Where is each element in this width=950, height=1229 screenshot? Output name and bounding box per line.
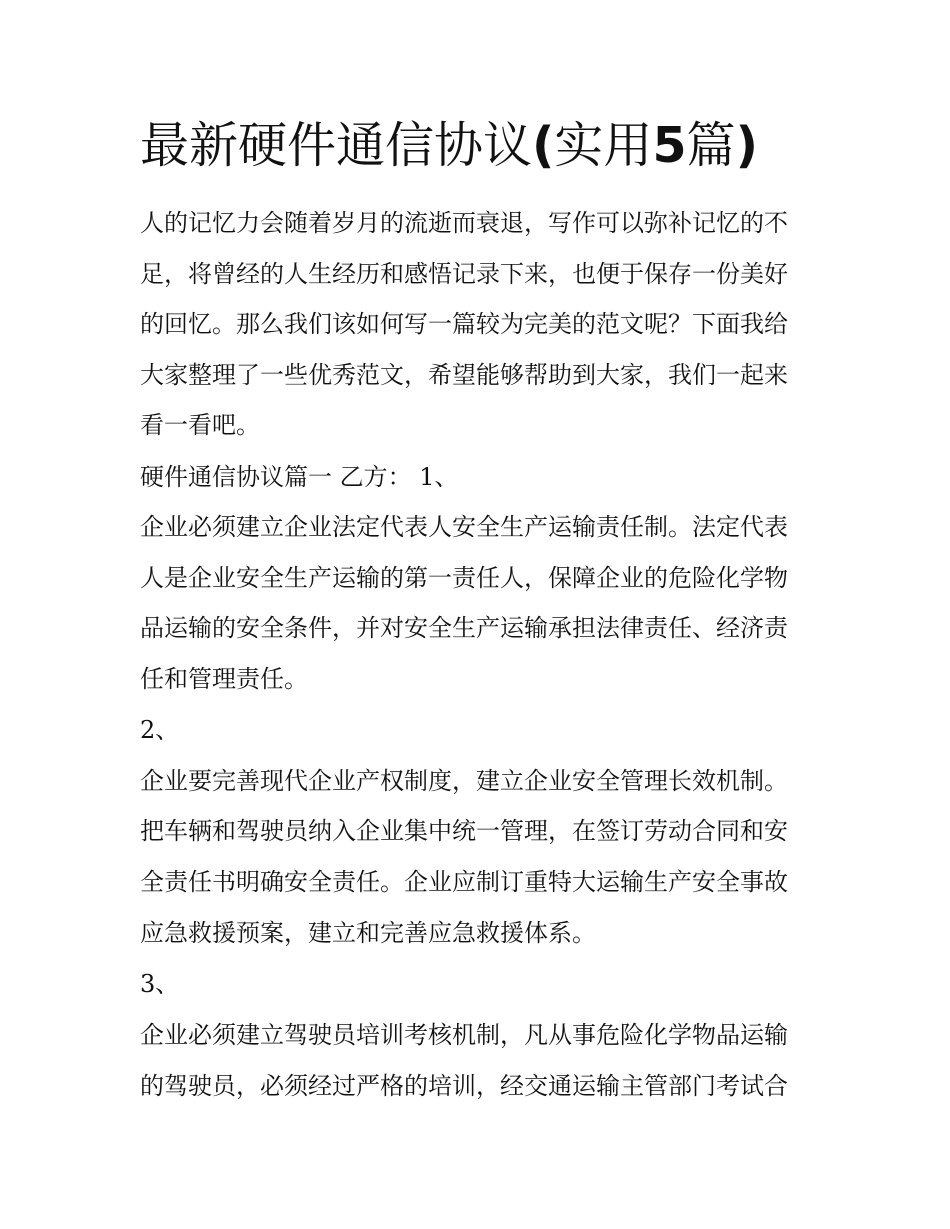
list-number: 3、 [140, 970, 180, 998]
body-line: 应急救援预案，建立和完善应急救援体系。 [140, 919, 596, 947]
body-line: 企业必须建立驾驶员培训考核机制，凡从事危险化学物品运输 [140, 1021, 788, 1049]
list-number: 2、 [140, 716, 180, 744]
body-line: 足，将曾经的人生经历和感悟记录下来，也便于保存一份美好 [140, 260, 788, 288]
title-paren-open: ( [532, 117, 555, 174]
title-suffix: 篇 [686, 117, 736, 174]
body-line: 大家整理了一些优秀范文，希望能够帮助到大家，我们一起来 [140, 361, 788, 389]
body-line: 的驾驶员，必须经过严格的培训，经交通运输主管部门考试合 [140, 1072, 788, 1100]
section-heading: 硬件通信协议篇一 乙方： 1、 [140, 463, 459, 491]
body-line: 企业必须建立企业法定代表人安全生产运输责任制。法定代表 [140, 513, 788, 541]
body-line: 的回忆。那么我们该如何写一篇较为完美的范文呢？下面我给 [140, 310, 788, 338]
title-number: 5 [652, 117, 687, 174]
title-paren-close: ) [735, 117, 758, 174]
body-line: 人是企业安全生产运输的第一责任人，保障企业的危险化学物 [140, 564, 788, 592]
body-line: 任和管理责任。 [140, 665, 308, 693]
title-mid: 实用 [554, 117, 653, 174]
document-title [140, 116, 758, 176]
body-line: 看一看吧。 [140, 411, 260, 439]
body-line: 人的记忆力会随着岁月的流逝而衰退，写作可以弥补记忆的不 [140, 209, 788, 237]
body-line: 全责任书明确安全责任。企业应制订重特大运输生产安全事故 [140, 868, 788, 896]
title-prefix: 最新硬件通信协议 [140, 117, 533, 174]
body-line: 品运输的安全条件，并对安全生产运输承担法律责任、经济责 [140, 614, 788, 642]
body-line: 企业要完善现代企业产权制度，建立企业安全管理长效机制。 [140, 767, 788, 795]
body-line: 把车辆和驾驶员纳入企业集中统一管理，在签订劳动合同和安 [140, 817, 788, 845]
